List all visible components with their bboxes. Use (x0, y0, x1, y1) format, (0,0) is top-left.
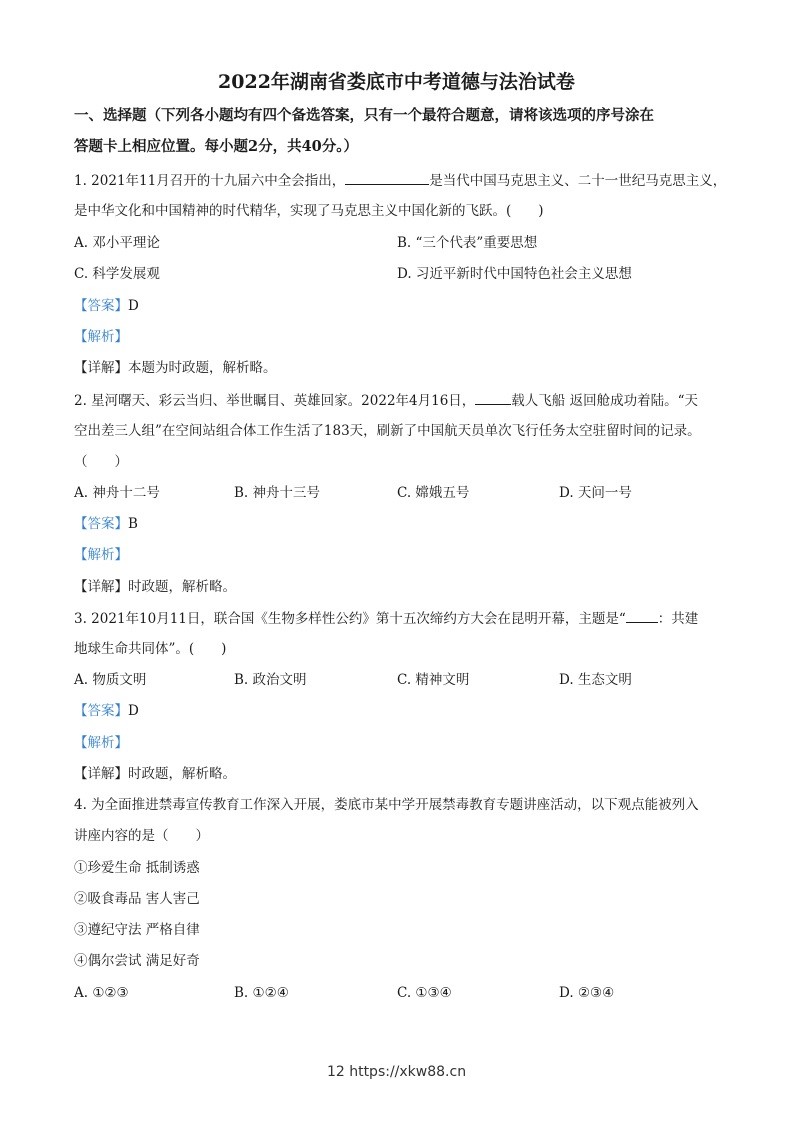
q2-stem-part1: 2. 星河曙天、彩云当归、举世瞩目、英雄回家。2022年4月16日， (74, 393, 476, 409)
q3-blank (626, 608, 658, 623)
analysis-tag: 【解析】 (74, 329, 128, 345)
q3-option-a: A. 物质文明 (74, 672, 147, 688)
q1-option-d: D. 习近平新时代中国特色社会主义思想 (397, 266, 632, 282)
q4-item-2: ②吸食毒品 害人害己 (74, 891, 200, 907)
q1-option-c: C. 科学发展观 (74, 266, 160, 282)
detail-tag: 【详解】 (74, 766, 128, 782)
q3-stem-line1 (74, 608, 698, 629)
detail-tag: 【详解】 (74, 360, 128, 376)
answer-tag: 【答案】 (74, 516, 128, 532)
q3-stem-part2: ：共建 (657, 611, 699, 627)
q1-option-b: B. “三个代表”重要思想 (397, 235, 538, 251)
q2-detail-text: 时政题，解析略。 (128, 579, 236, 595)
q2-option-a: A. 神舟十二号 (74, 485, 160, 501)
q4-option-c: C. ①③④ (397, 985, 452, 1001)
q3-answer (74, 701, 139, 721)
q2-blank (475, 390, 511, 405)
document-title: 2022年湖南省娄底市中考道德与法治试卷 (218, 71, 575, 93)
answer-tag: 【答案】 (74, 298, 128, 314)
page-footer: 12 https://xkw88.cn (326, 1064, 467, 1080)
q1-blank (345, 170, 429, 185)
q4-stem-line2: 讲座内容的是（ ） (74, 828, 209, 844)
q2-stem-line3: （ ） (74, 454, 128, 470)
q2-stem-part2: 载人飞船 返回舱成功着陆。“天 (511, 393, 698, 409)
q2-answer-value: B (128, 516, 138, 532)
q3-analysis (74, 733, 128, 753)
q1-analysis (74, 327, 128, 347)
q1-detail (74, 358, 277, 378)
section-heading-line2: 答题卡上相应位置。每小题2分，共40分。） (74, 138, 359, 155)
q1-detail-text: 本题为时政题，解析略。 (128, 360, 277, 376)
q2-answer (74, 514, 138, 534)
q1-stem-part2: 是当代中国马克思主义、二十一世纪马克思主义， (429, 173, 727, 189)
q2-option-c: C. 嫦娥五号 (397, 485, 470, 501)
q4-option-d: D. ②③④ (559, 985, 615, 1001)
q3-option-c: C. 精神文明 (397, 672, 470, 688)
q3-detail (74, 764, 236, 784)
detail-tag: 【详解】 (74, 579, 128, 595)
section-heading-line1: 一、选择题（下列各小题均有四个备选答案，只有一个最符合题意，请将该选项的序号涂在 (74, 107, 654, 124)
q2-option-d: D. 天问一号 (559, 485, 632, 501)
q3-option-b: B. 政治文明 (234, 672, 307, 688)
q3-detail-text: 时政题，解析略。 (128, 766, 236, 782)
q1-stem-part1: 1. 2021年11月召开的十九届六中全会指出， (74, 173, 346, 189)
q2-stem-line2: 空出差三人组”在空间站组合体工作生活了183天，刷新了中国航天员单次飞行任务太空驻留时间的记录。 (74, 423, 701, 439)
q2-analysis (74, 545, 128, 565)
q4-option-a: A. ①②③ (74, 985, 129, 1001)
q1-stem-line1 (74, 170, 726, 191)
q4-item-3: ③遵纪守法 严格自律 (74, 922, 200, 938)
analysis-tag: 【解析】 (74, 547, 128, 563)
q1-option-a: A. 邓小平理论 (74, 235, 160, 251)
q2-stem-line1 (74, 390, 698, 411)
q1-answer (74, 296, 139, 316)
q4-option-b: B. ①②④ (234, 985, 289, 1001)
answer-tag: 【答案】 (74, 703, 128, 719)
analysis-tag: 【解析】 (74, 735, 128, 751)
q3-answer-value: D (128, 703, 139, 719)
q4-item-1: ①珍爱生命 抵制诱惑 (74, 860, 200, 876)
q2-detail (74, 577, 236, 597)
q2-option-b: B. 神舟十三号 (234, 485, 321, 501)
q4-item-4: ④偶尔尝试 满足好奇 (74, 953, 200, 969)
q1-answer-value: D (128, 298, 139, 314)
q4-stem-line1: 4. 为全面推进禁毒宣传教育工作深入开展，娄底市某中学开展禁毒教育专题讲座活动，以下观点能被列入 (74, 797, 699, 813)
q1-stem-line2: 是中华文化和中国精神的时代精华，实现了马克思主义中国化新的飞跃。( ) (74, 203, 544, 219)
q3-stem-line2: 地球生命共同体”。( ) (74, 641, 227, 657)
q3-option-d: D. 生态文明 (559, 672, 632, 688)
q3-stem-part1: 3. 2021年10月11日，联合国《生物多样性公约》第十五次缔约方大会在昆明开幕，主题是“ (74, 611, 626, 627)
